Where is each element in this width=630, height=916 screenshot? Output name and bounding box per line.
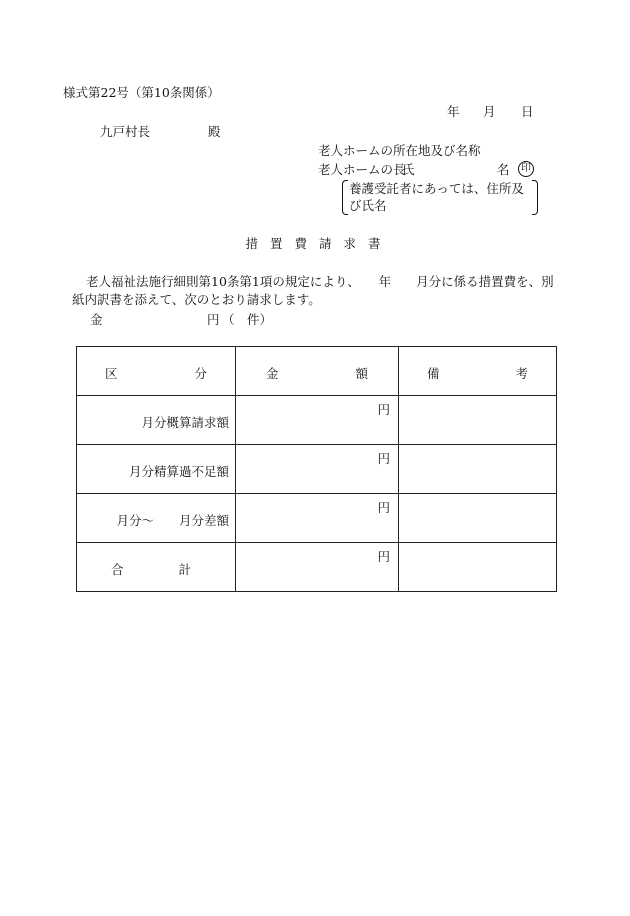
header-remarks-b: 考 [515, 366, 528, 381]
amount-kin-label: 金 [90, 312, 103, 327]
row-label-difference: 月分〜 月分差額 [116, 513, 229, 528]
header-remarks [399, 347, 557, 396]
remarks-input-settlement[interactable] [399, 445, 557, 494]
document-title: 措置費請求書 [245, 236, 393, 251]
header-amount-a: 金 [266, 366, 279, 381]
amount-input-difference[interactable] [236, 494, 399, 543]
yen-unit: 円 [377, 451, 390, 466]
yen-unit: 円 [377, 402, 390, 417]
amount-input-estimate[interactable] [236, 396, 399, 445]
header-category-b: 分 [194, 366, 207, 381]
addressee-name: 九戸村長 [100, 124, 151, 139]
remarks-input-total[interactable] [399, 543, 557, 592]
claim-table [76, 346, 557, 592]
header-category [77, 347, 236, 396]
note-bracket-left [342, 180, 348, 215]
yen-unit: 円 [377, 549, 390, 564]
seal-icon: 印 [518, 161, 534, 177]
date-month: 月 [483, 104, 496, 119]
header-amount-b: 額 [355, 366, 368, 381]
remarks-input-difference[interactable] [399, 494, 557, 543]
amount-count-label: （ 件） [222, 312, 273, 327]
row-label-settlement: 月分精算過不足額 [128, 464, 229, 479]
table-row [77, 445, 557, 494]
amount-yen-label: 円 [207, 312, 220, 327]
amount-input-settlement[interactable] [236, 445, 399, 494]
header-category-a: 区 [105, 366, 118, 381]
date-year: 年 [447, 104, 460, 119]
header-amount [236, 347, 399, 396]
remarks-input-estimate[interactable] [399, 396, 557, 445]
note-bracket-right [532, 180, 538, 215]
addressee-honorific: 殿 [208, 124, 221, 139]
row-label-estimate: 月分概算請求額 [141, 415, 229, 430]
total-label-b: 計 [178, 562, 191, 577]
total-label-a: 合 [111, 562, 124, 577]
amount-input-total[interactable] [236, 543, 399, 592]
home-address-label: 老人ホームの所在地及び名称 [318, 143, 481, 158]
surname-label: 氏 [402, 162, 415, 177]
header-remarks-a: 備 [427, 366, 440, 381]
trustee-note: 養護受託者にあっては、住所及び氏名 [349, 181, 524, 213]
home-head-label: 老人ホームの長 [318, 162, 406, 177]
table-header-row [77, 347, 557, 396]
request-body: 老人福祉法施行細則第10条第1項の規定により、 年 月分に係る措置費を、別紙内訳書を添えて、次のとおり請求します。 [72, 274, 554, 307]
table-row [77, 494, 557, 543]
form-number: 様式第22号（第10条関係） [63, 85, 220, 100]
table-row [77, 396, 557, 445]
given-name-label: 名 [497, 162, 510, 177]
yen-unit: 円 [377, 500, 390, 515]
table-total-row [77, 543, 557, 592]
date-day: 日 [521, 104, 534, 119]
